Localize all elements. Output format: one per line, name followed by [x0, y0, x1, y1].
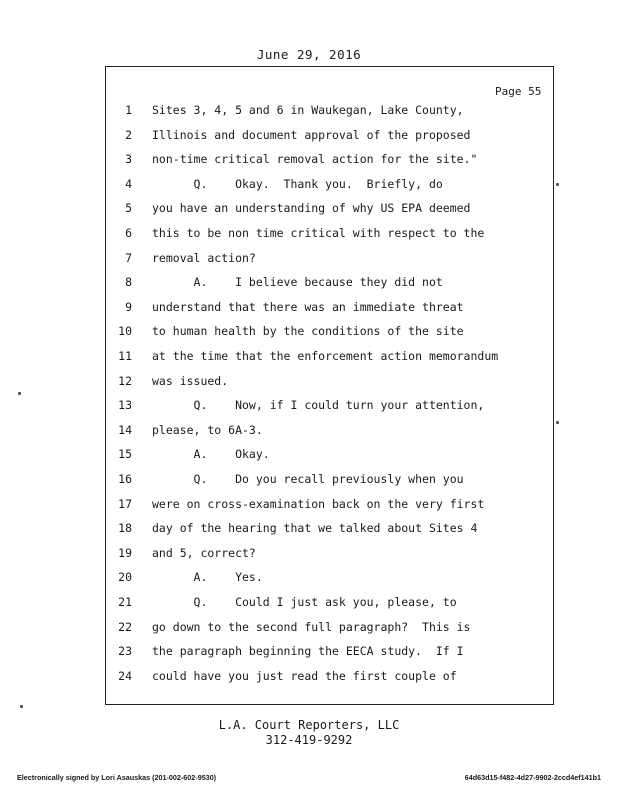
- court-reporter-phone: 312-419-9292: [265, 733, 353, 747]
- line-text: were on cross-examination back on the very first: [152, 496, 485, 511]
- line-text: please, to 6A-3.: [152, 422, 263, 437]
- line-text: go down to the second full paragraph? This is: [152, 619, 471, 634]
- line-text: Q. Do you recall previously when you: [152, 472, 464, 486]
- line-number: 10: [118, 324, 132, 339]
- line-number: 14: [118, 422, 132, 437]
- scan-speck: [556, 421, 559, 424]
- line-text: Illinois and document approval of the proposed: [152, 127, 471, 142]
- line-text: Q. Now, if I could turn your attention,: [152, 398, 485, 413]
- line-text: understand that there was an immediate threat: [152, 299, 464, 314]
- line-text: Q. Okay. Thank you. Briefly, do: [152, 176, 443, 191]
- line-text: the paragraph beginning the EECA study. If I: [152, 644, 464, 659]
- line-text: at the time that the enforcement action memorandum: [152, 349, 499, 363]
- line-text: Q. Could I just ask you, please, to: [152, 595, 457, 609]
- line-number: 8: [125, 275, 132, 290]
- line-number: 16: [118, 472, 132, 486]
- line-number: 1: [125, 103, 132, 117]
- line-number: 5: [125, 201, 132, 216]
- line-number: 3: [125, 152, 132, 167]
- line-number: 6: [125, 226, 132, 240]
- scan-speck: [556, 183, 559, 186]
- line-number: 11: [118, 349, 132, 363]
- electronic-signature-text: Electronically signed by Lori Asauskas (201-002-602-9530): [17, 773, 217, 782]
- line-number: 2: [125, 127, 132, 142]
- line-number: 4: [125, 176, 132, 191]
- line-text: non-time critical removal action for the site.": [152, 152, 478, 167]
- line-text: this to be non time critical with respect to the: [152, 226, 485, 240]
- line-text: A. Yes.: [152, 570, 263, 585]
- document-id: 64d63d15-f482-4d27-9902-2ccd4ef141b1: [464, 773, 601, 782]
- line-text: A. Okay.: [152, 447, 270, 462]
- line-number: 9: [125, 299, 132, 314]
- line-text: day of the hearing that we talked about Sites 4: [152, 521, 478, 536]
- court-reporter-company: L.A. Court Reporters, LLC: [218, 718, 400, 732]
- line-text: to human health by the conditions of the site: [152, 324, 464, 339]
- page-number: Page 55: [495, 85, 542, 98]
- line-number: 7: [125, 250, 132, 265]
- line-number: 22: [118, 619, 132, 634]
- line-number: 18: [118, 521, 132, 536]
- scan-speck: [18, 392, 21, 395]
- scan-speck: [20, 705, 23, 708]
- line-number: 17: [118, 496, 132, 511]
- line-number: 23: [118, 644, 132, 659]
- line-text: could have you just read the first couple of: [152, 668, 457, 683]
- line-number: 20: [118, 570, 132, 585]
- line-text: removal action?: [152, 250, 256, 265]
- line-text: was issued.: [152, 373, 229, 388]
- line-number: 13: [118, 398, 132, 413]
- line-number: 21: [118, 595, 132, 609]
- line-text: A. I believe because they did not: [152, 275, 443, 290]
- line-number: 24: [118, 668, 132, 683]
- line-number: 15: [118, 447, 132, 462]
- line-number: 19: [118, 545, 132, 560]
- line-text: and 5, correct?: [152, 545, 256, 560]
- transcript-date: June 29, 2016: [256, 47, 362, 62]
- line-text: you have an understanding of why US EPA deemed: [152, 201, 471, 216]
- line-number: 12: [118, 373, 132, 388]
- line-text: Sites 3, 4, 5 and 6 in Waukegan, Lake County,: [152, 103, 464, 117]
